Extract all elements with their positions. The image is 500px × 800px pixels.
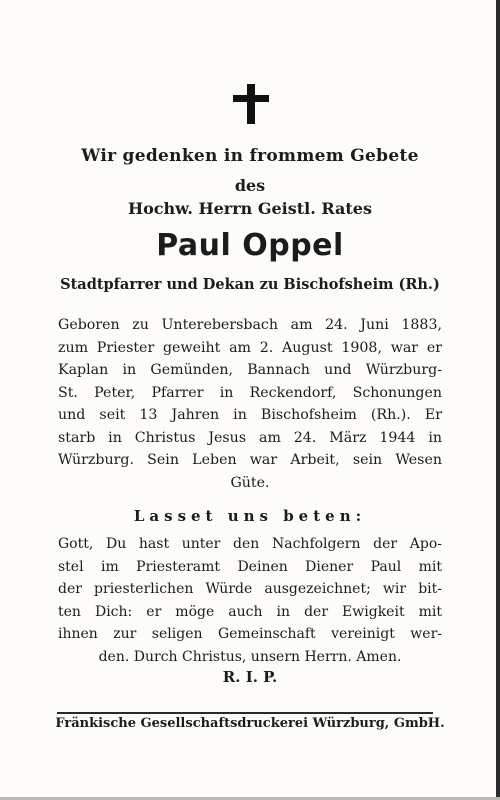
deceased-name: Paul Oppel bbox=[156, 228, 344, 263]
prayer-line: ten Dich: er möge auch in der Ewigkeit mit bbox=[58, 603, 442, 620]
deceased-title: Stadtpfarrer und Dekan zu Bischofsheim (Rh.) bbox=[60, 276, 440, 293]
biography-line: und seit 13 Jahren in Bischofsheim (Rh.). Er bbox=[58, 407, 442, 423]
biography-line: Kaplan in Gemünden, Bannach und Würzburg- bbox=[58, 362, 442, 378]
biography-line: Güte. bbox=[230, 474, 270, 491]
biography-line: zum Priester geweiht am 2. August 1908, war er bbox=[58, 339, 442, 356]
prayer-line: der priesterlichen Würde ausgezeichnet; wir bit- bbox=[58, 581, 442, 597]
biography-paragraph bbox=[58, 314, 442, 494]
printer-credit: Fränkische Gesellschaftsdruckerei Würzburg, GmbH. bbox=[55, 716, 445, 731]
des-line: des bbox=[234, 176, 266, 195]
prayer-paragraph bbox=[58, 533, 442, 668]
card-edge-shadow bbox=[496, 0, 500, 800]
prayer-line: den. Durch Christus, unsern Herrn. Amen. bbox=[98, 648, 402, 665]
prayer-line: stel im Priesteramt Deinen Diener Paul mit bbox=[58, 558, 442, 575]
rip-line: R. I. P. bbox=[222, 668, 278, 686]
intro-line: Wir gedenken in frommem Gebete bbox=[81, 146, 419, 166]
prayer-line: Gott, Du hast unter den Nachfolgern der Apo- bbox=[58, 536, 442, 552]
prayer-line: ihnen zur seligen Gemeinschaft vereinigt wer- bbox=[58, 626, 442, 642]
cross-icon bbox=[233, 84, 269, 124]
divider-rule bbox=[57, 712, 433, 714]
biography-line: starb in Christus Jesus am 24. März 1944 in bbox=[58, 429, 442, 446]
biography-line: Geboren zu Unterebersbach am 24. Juni 1883, bbox=[58, 317, 442, 333]
prayer-heading: Lasset uns beten: bbox=[133, 507, 367, 525]
honorific-line: Hochw. Herrn Geistl. Rates bbox=[128, 199, 372, 218]
biography-line: St. Peter, Pfarrer in Reckendorf, Schonungen bbox=[58, 384, 442, 401]
biography-line: Würzburg. Sein Leben war Arbeit, sein Wesen bbox=[58, 452, 442, 468]
